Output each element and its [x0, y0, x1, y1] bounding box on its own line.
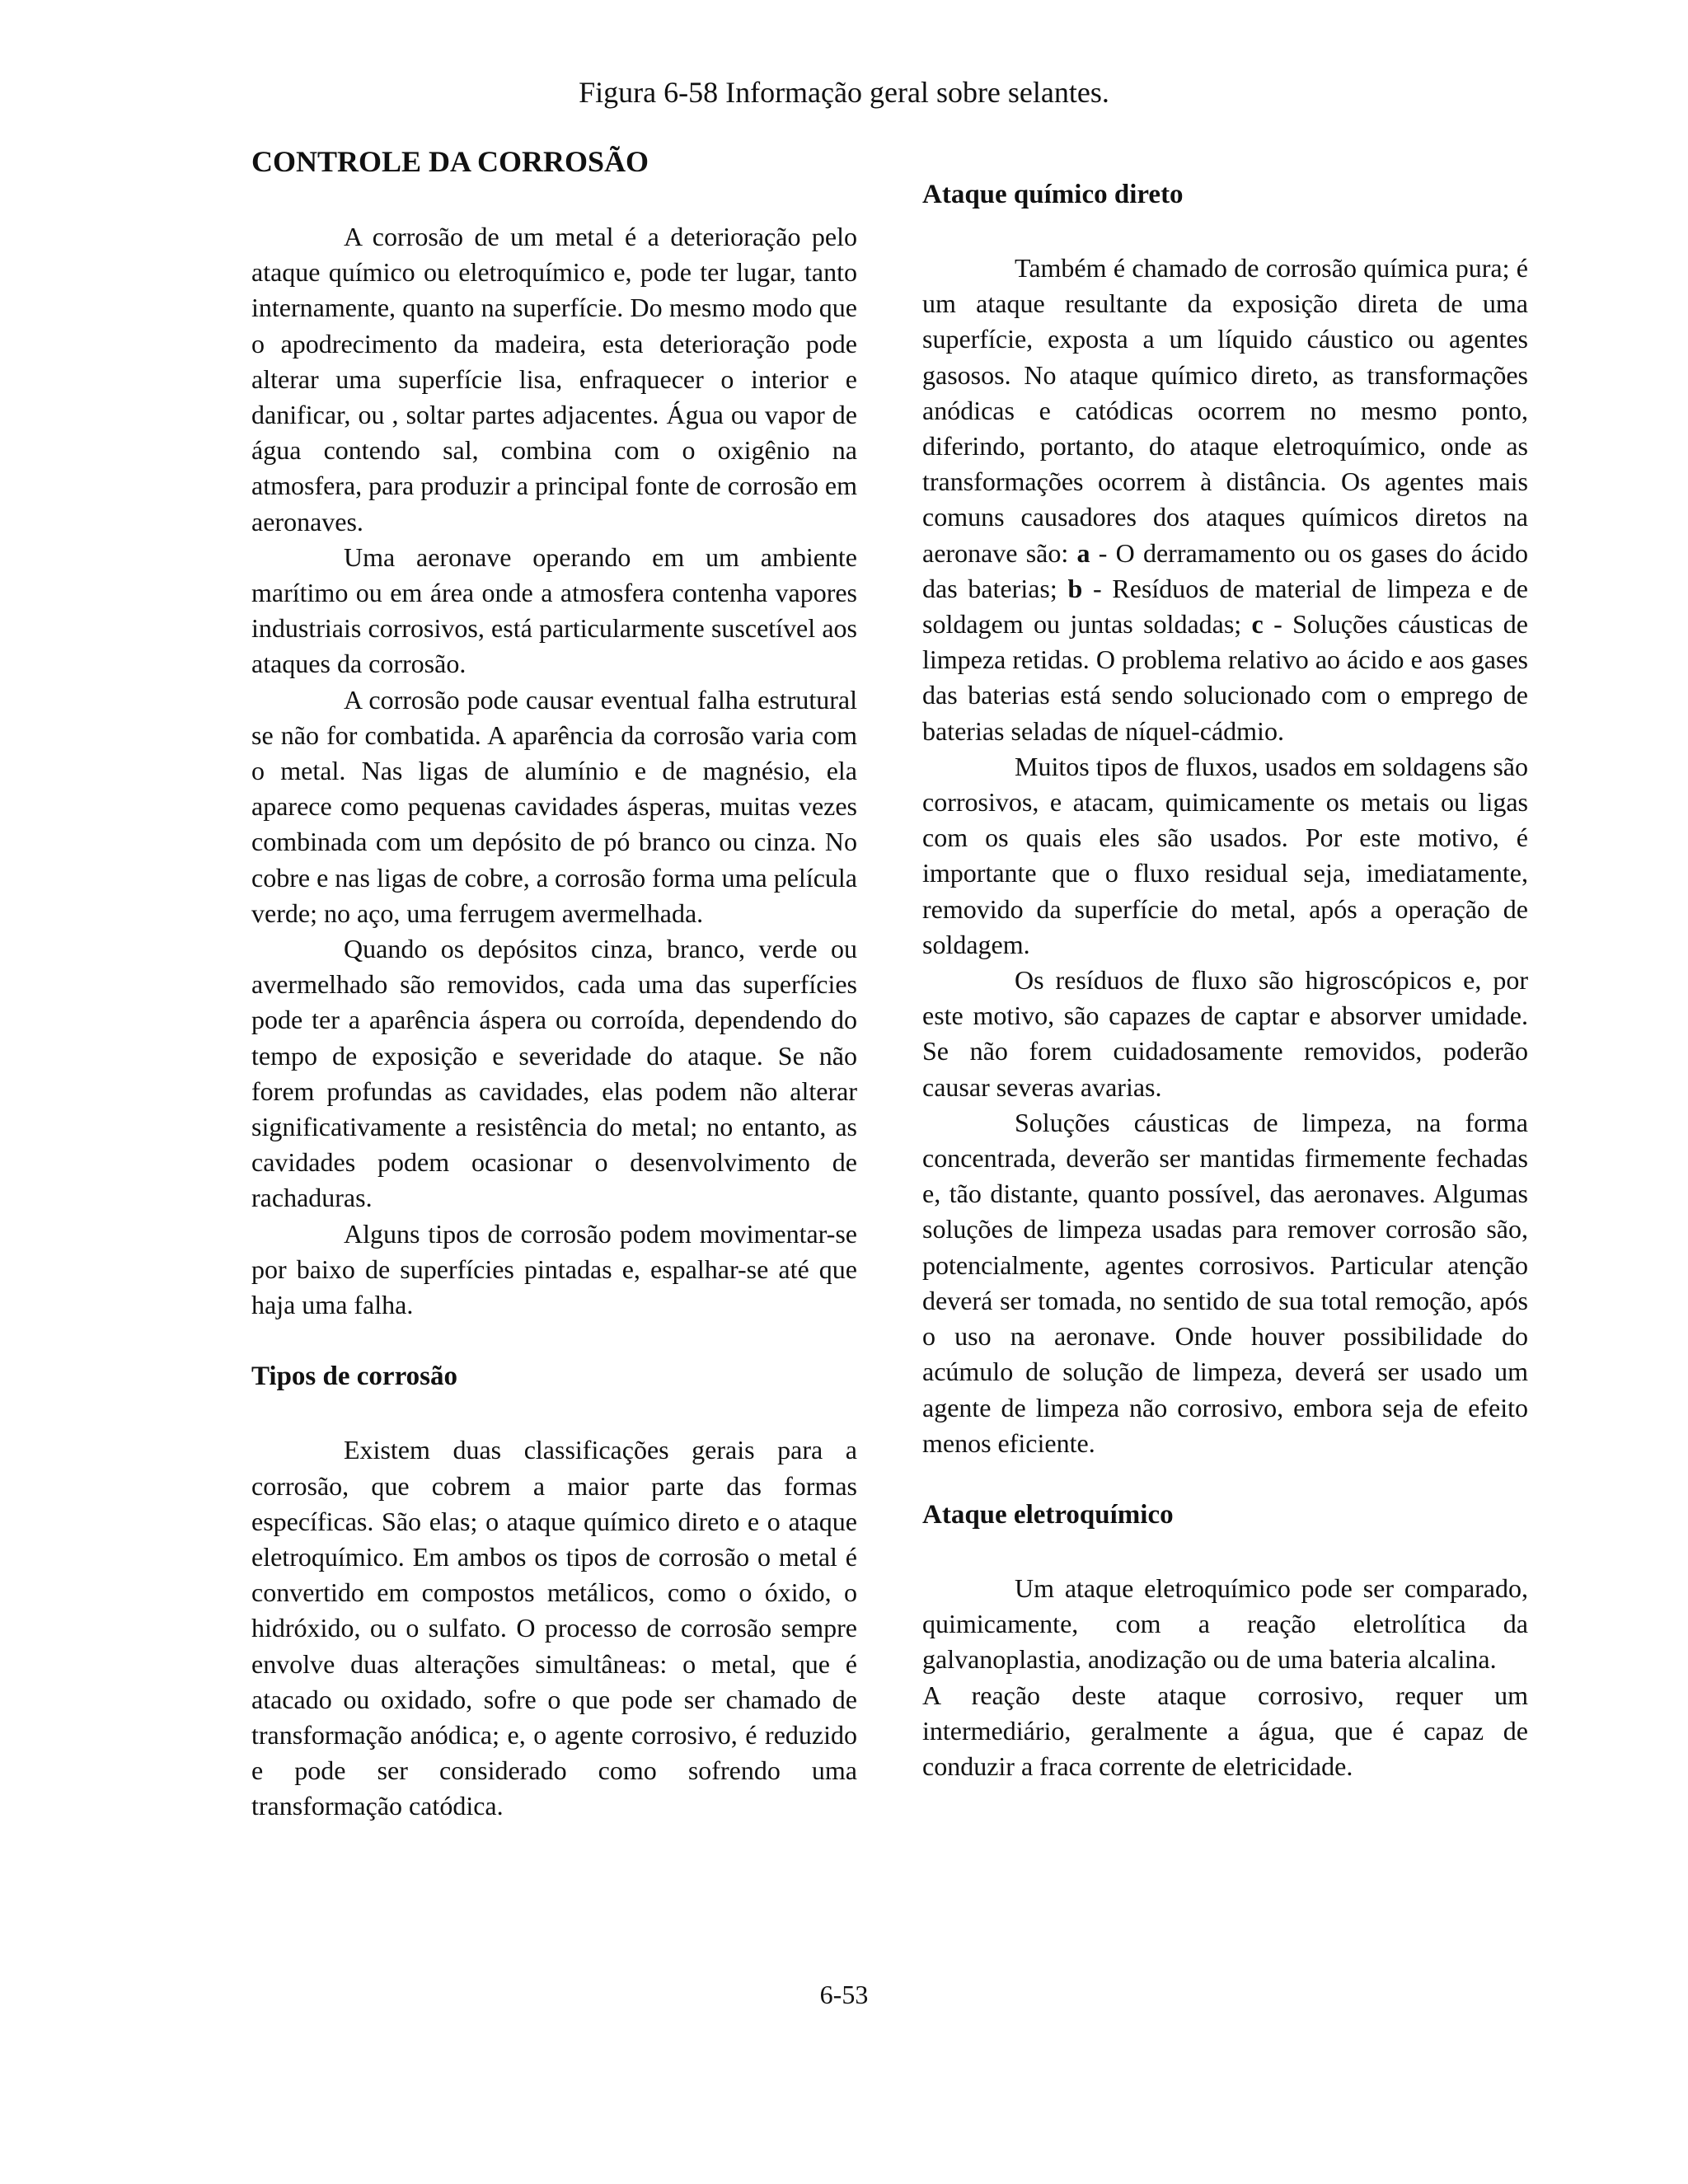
- paragraph: A corrosão de um metal é a deterioração pelo ataque químico ou eletroquímico e, pode ter lugar, tanto internamente, quanto na superfície. Do mesmo modo que o apodrecimento da madeira, esta deterioração pode alterar uma superfície lisa, enfraquecer o interior e danificar, ou , soltar partes adjacentes. Água ou vapor de água contendo sal, combina com o oxigênio na atmosfera, para produzir a principal fonte de corrosão em aeronaves.: [251, 222, 857, 537]
- page-number: 6-53: [819, 1980, 869, 2009]
- spacer: [922, 1461, 1528, 1497]
- text-run: Também é chamado de corrosão química pura; é um ataque resultante da exposição direta de uma superfície, exposta a um líquido cáustico ou agentes gasosos. No ataque químico direto, as transformações anódicas e catódicas ocorrem no mesmo ponto, diferindo, portanto, do ataque eletroquímico, onde as transformações ocorrem à distância. Os agentes mais comuns causadores dos ataques químicos diretos na aeronave são:: [922, 253, 1528, 568]
- left-column: [251, 142, 857, 1825]
- subheading-ataque-quimico-direto: Ataque químico direto: [922, 180, 1184, 209]
- paragraph: Alguns tipos de corrosão podem movimentar-se por baixo de superfícies pintadas e, espalhar-se até que haja uma falha.: [251, 1218, 857, 1320]
- text-run: - Resíduos de material de limpeza e de soldagem ou juntas soldadas;: [922, 573, 1529, 640]
- figure-caption: Figura 6-58 Informação geral sobre selantes.: [579, 76, 1109, 109]
- paragraph: Quando os depósitos cinza, branco, verde ou avermelhado são removidos, cada uma das superfícies pode ter a aparência áspera ou corroída, dependendo do tempo de exposição e severidade do ataque. Se não forem profundas as cavidades, elas podem não alterar significativamente a resistência do metal; no entanto, as cavidades podem ocasionar o desenvolvimento de rachaduras.: [251, 934, 857, 1213]
- right-column: [922, 177, 1528, 1784]
- list-marker: a: [1076, 537, 1090, 568]
- subheading-tipos-de-corrosao: Tipos de corrosão: [251, 1361, 457, 1392]
- list-marker: b: [1067, 573, 1083, 603]
- text-run: - O derramamento ou os gases do ácido das baterias;: [922, 537, 1529, 603]
- text-run: - Soluções cáusticas de limpeza retidas. O problema relativo ao ácido e aos gases das baterias está sendo solucionado com o emprego de baterias seladas de níquel-cádmio.: [922, 609, 1528, 746]
- paragraph: Um ataque eletroquímico pode ser comparado, quimicamente, com a reação eletrolítica da galvanoplastia, anodização ou de uma bateria alcalina.: [922, 1572, 1528, 1675]
- list-marker: c: [1251, 609, 1264, 640]
- paragraph: Muitos tipos de fluxos, usados em soldagens são corrosivos, e atacam, quimicamente os metais ou ligas com os quais eles são usados. Por este motivo, é importante que o fluxo residual seja, imediatamente, removido da superfície do metal, após a operação de soldagem.: [922, 751, 1528, 959]
- paragraph: A corrosão pode causar eventual falha estrutural se não for combatida. A aparência da corrosão varia com o metal. Nas ligas de alumínio e de magnésio, ela aparece como pequenas cavidades ásperas, muitas vezes combinada com um depósito de pó branco ou cinza. No cobre e nas ligas de cobre, a corrosão forma uma película verde; no aço, uma ferrugem avermelhada.: [251, 684, 857, 928]
- paragraph: Uma aeronave operando em um ambiente marítimo ou em área onde a atmosfera contenha vapores industriais corrosivos, está particularmente suscetível aos ataques da corrosão.: [251, 541, 857, 679]
- paragraph: Existem duas classificações gerais para a corrosão, que cobrem a maior parte das formas específicas. São elas; o ataque químico direto e o ataque eletroquímico. Em ambos os tipos de corrosão o metal é convertido em compostos metálicos, como o óxido, o hidróxido, ou o sulfato. O processo de corrosão sempre envolve duas alterações simultâneas: o metal, que é atacado ou oxidado, sofre o que pode ser chamado de transformação anódica; e, o agente corrosivo, é reduzido e pode ser considerado como sofrendo uma transformação catódica.: [251, 1435, 857, 1821]
- paragraph: Os resíduos de fluxo são higroscópicos e, por este motivo, são capazes de captar e absorver umidade. Se não forem cuidadosamente removidos, poderão causar severas avarias.: [922, 965, 1528, 1102]
- section-title: CONTROLE DA CORROSÃO: [251, 145, 649, 178]
- subheading-ataque-eletroquimico: Ataque eletroquímico: [922, 1499, 1174, 1530]
- paragraph: A reação deste ataque corrosivo, requer um intermediário, geralmente a água, que é capaz de conduzir a fraca corrente de eletricidade.: [922, 1680, 1528, 1781]
- paragraph: Soluções cáusticas de limpeza, na forma concentrada, deverão ser mantidas firmemente fechadas e, tão distante, quanto possível, das aeronaves. Algumas soluções de limpeza usadas para remover corrosão são, potencialmente, agentes corrosivos. Particular atenção deverá ser tomada, no sentido de sua total remoção, após o uso na aeronave. Onde houver possibilidade do acúmulo de solução de limpeza, deverá ser usado um agente de limpeza não corrosivo, embora seja de efeito menos eficiente.: [922, 1107, 1528, 1458]
- paragraph: [922, 251, 1528, 749]
- spacer: [251, 1323, 857, 1359]
